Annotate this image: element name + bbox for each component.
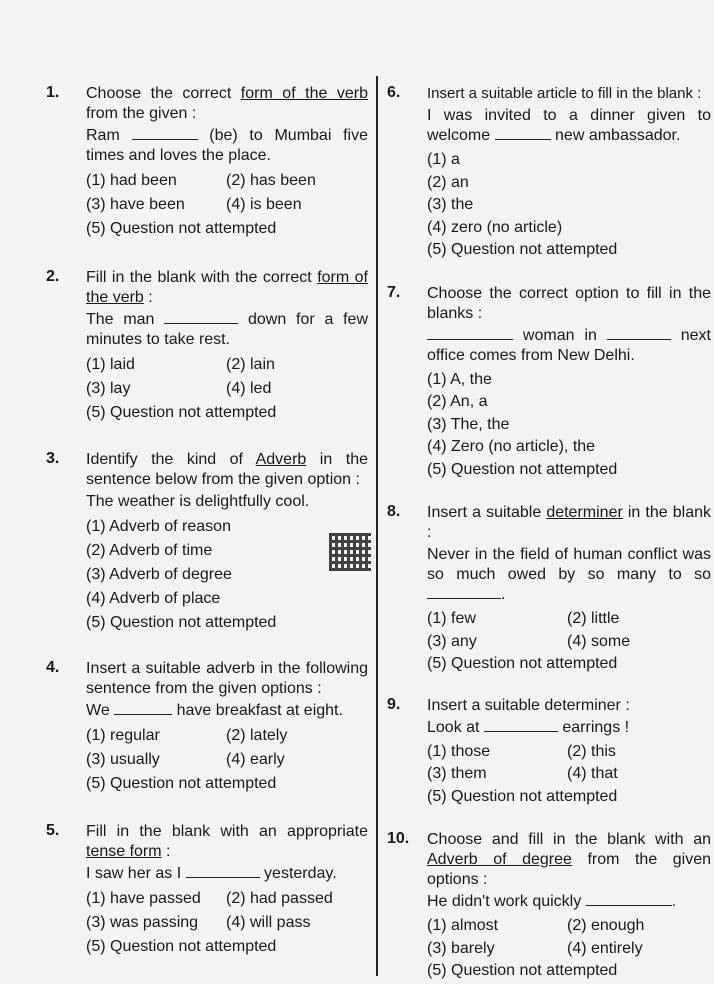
question-stem: Ram (be) to Mumbai five times and loves the place. <box>86 127 368 164</box>
options <box>427 741 711 809</box>
option-2[interactable]: (2) lately <box>226 727 288 744</box>
options <box>86 724 368 796</box>
question-prompt: Fill in the blank with an appropriate tense form : <box>86 823 368 860</box>
question-number: 10. <box>387 830 410 847</box>
option-2[interactable]: (2) little <box>567 610 620 627</box>
question-7 <box>387 284 711 482</box>
question-stem: He didn't work quickly . <box>427 893 677 910</box>
left-column <box>46 84 368 959</box>
option-2[interactable]: (2) An, a <box>427 393 488 410</box>
option-2[interactable]: (2) Adverb of time <box>86 542 213 559</box>
question-stem: The man down for a few minutes to take rest. <box>86 311 369 348</box>
question-number: 2. <box>46 268 60 285</box>
option-3[interactable]: (3) was passing <box>86 914 199 931</box>
question-stem: woman in next office comes from New Delhi. <box>427 326 711 364</box>
option-1[interactable]: (1) a <box>427 151 460 168</box>
option-1[interactable]: (1) A, the <box>427 370 492 388</box>
option-1[interactable]: (1) regular <box>86 727 160 744</box>
option-2[interactable]: (2) has been <box>226 172 316 189</box>
option-4[interactable]: (4) will pass <box>226 914 311 931</box>
question-stem: Never in the field of human conflict was so much owed by so many to so . <box>427 546 711 603</box>
question-prompt: Insert a suitable article to fill in the blank : <box>427 85 702 102</box>
option-5[interactable]: (5) Question not attempted <box>86 938 277 955</box>
option-5[interactable]: (5) Question not attempted <box>86 614 277 631</box>
question-prompt: Insert a suitable adverb in the following sentence from the given options : <box>86 660 368 697</box>
question-6 <box>387 84 711 262</box>
option-1[interactable]: (1) Adverb of reason <box>86 518 231 535</box>
question-prompt: Insert a suitable determiner in the blank : <box>427 504 711 541</box>
question-stem: I saw her as I yesterday. <box>86 865 337 882</box>
option-4[interactable]: (4) early <box>226 751 285 768</box>
option-3[interactable]: (3) lay <box>86 380 131 397</box>
option-5[interactable]: (5) Question not attempted <box>86 404 277 421</box>
option-2[interactable]: (2) this <box>567 742 616 760</box>
option-3[interactable]: (3) have been <box>86 196 185 213</box>
question-number: 8. <box>387 503 401 520</box>
question-prompt: Choose the correct option to fill in the blanks : <box>427 284 711 322</box>
question-prompt: Fill in the blank with the correct form of the verb : <box>86 269 369 306</box>
option-5[interactable]: (5) Question not attempted <box>427 460 618 478</box>
option-4[interactable]: (4) Adverb of place <box>86 590 221 607</box>
question-4 <box>46 659 368 796</box>
option-2[interactable]: (2) had passed <box>226 890 333 907</box>
option-3[interactable]: (3) barely <box>427 939 495 957</box>
option-4[interactable]: (4) led <box>226 380 272 397</box>
option-5[interactable]: (5) Question not attempted <box>86 775 277 792</box>
options <box>86 169 368 241</box>
option-3[interactable]: (3) The, the <box>427 415 510 433</box>
question-stem: We have breakfast at eight. <box>86 702 343 719</box>
option-1[interactable]: (1) had been <box>86 172 177 189</box>
question-2 <box>46 268 368 425</box>
question-stem: I was invited to a dinner given to welcome new ambassador. <box>427 107 711 144</box>
options <box>86 887 368 959</box>
question-number: 5. <box>46 822 60 839</box>
question-number: 4. <box>46 659 60 676</box>
question-prompt: Choose the correct form of the verb from the given : <box>86 85 369 122</box>
question-9 <box>387 696 711 809</box>
question-stem: The weather is delightfully cool. <box>86 493 310 510</box>
question-number: 6. <box>387 84 401 101</box>
option-3[interactable]: (3) usually <box>86 751 160 768</box>
question-3 <box>46 450 368 635</box>
option-2[interactable]: (2) enough <box>567 917 645 934</box>
option-4[interactable]: (4) some <box>567 632 631 650</box>
question-number: 7. <box>387 283 401 301</box>
options <box>427 369 711 482</box>
question-prompt: Insert a suitable determiner : <box>427 696 630 714</box>
question-1 <box>46 84 368 241</box>
question-prompt: Choose and fill in the blank with an Adverb of degree from the given options : <box>427 831 712 888</box>
option-4[interactable]: (4) entirely <box>567 939 643 957</box>
options <box>86 515 368 635</box>
option-3[interactable]: (3) them <box>427 765 487 782</box>
option-2[interactable]: (2) lain <box>226 356 275 373</box>
option-4[interactable]: (4) that <box>567 765 618 782</box>
option-1[interactable]: (1) laid <box>86 356 135 373</box>
question-prompt: Identify the kind of Adverb in the sentence below from the given option : <box>86 451 368 488</box>
question-number: 1. <box>46 84 60 101</box>
right-column <box>387 84 711 983</box>
option-4[interactable]: (4) Zero (no article), the <box>427 438 596 455</box>
column-divider <box>376 76 378 976</box>
option-1[interactable]: (1) those <box>427 742 491 760</box>
question-8 <box>387 503 711 676</box>
option-3[interactable]: (3) the <box>427 196 474 213</box>
option-4[interactable]: (4) zero (no article) <box>427 218 563 236</box>
option-5[interactable]: (5) Question not attempted <box>427 241 618 258</box>
question-10 <box>387 830 711 983</box>
option-5[interactable]: (5) Question not attempted <box>427 962 618 979</box>
question-number: 9. <box>387 695 401 713</box>
question-stem: Look at earrings ! <box>427 718 630 736</box>
option-5[interactable]: (5) Question not attempted <box>427 787 618 805</box>
option-3[interactable]: (3) Adverb of degree <box>86 566 232 583</box>
question-number: 3. <box>46 450 60 467</box>
question-5 <box>46 822 368 959</box>
options <box>427 608 711 676</box>
option-5[interactable]: (5) Question not attempted <box>86 220 277 237</box>
options <box>427 915 711 983</box>
option-1[interactable]: (1) have passed <box>86 890 201 907</box>
options <box>86 353 368 425</box>
option-5[interactable]: (5) Question not attempted <box>427 655 618 672</box>
options <box>427 149 711 262</box>
option-2[interactable]: (2) an <box>427 173 469 191</box>
option-1[interactable]: (1) almost <box>427 917 499 934</box>
option-1[interactable]: (1) few <box>427 610 476 627</box>
option-3[interactable]: (3) any <box>427 632 477 650</box>
option-4[interactable]: (4) is been <box>226 196 302 213</box>
